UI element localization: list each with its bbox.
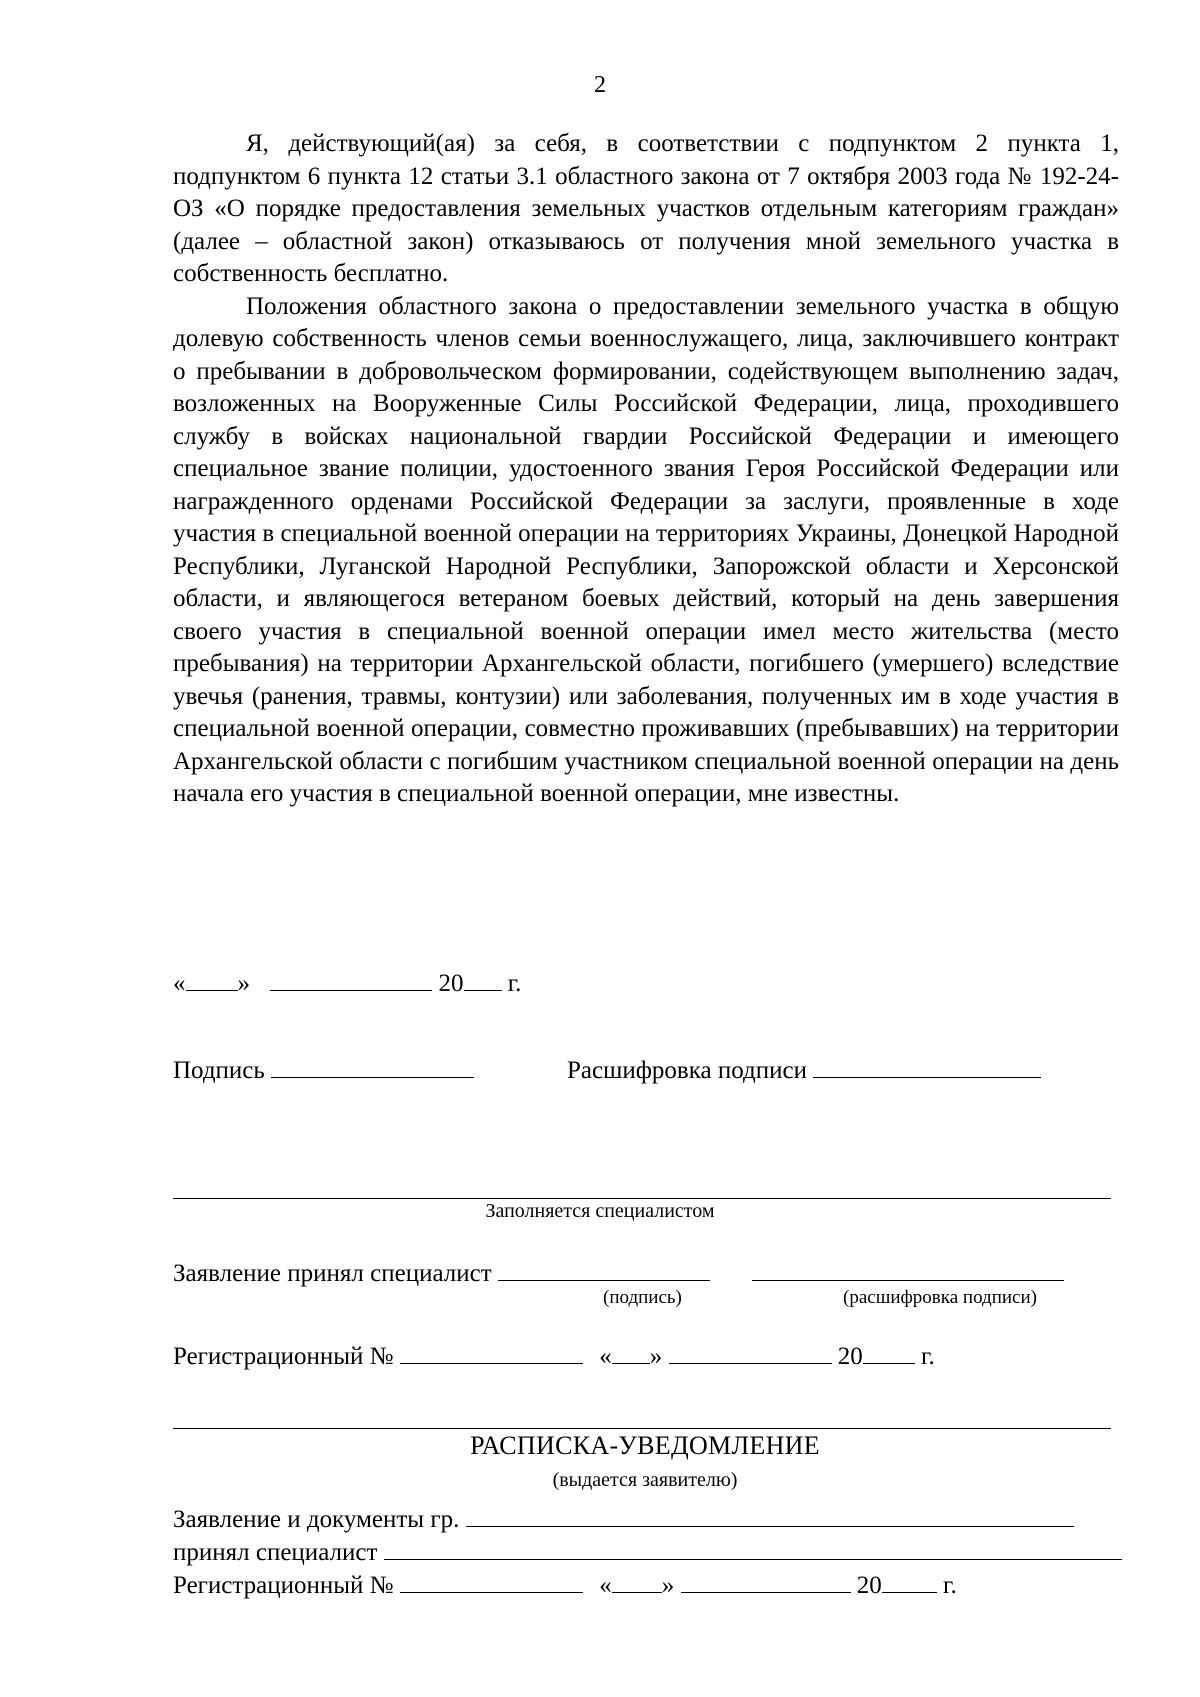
month-field[interactable] xyxy=(270,966,432,991)
year-suffix: г. xyxy=(507,970,522,997)
receipt-year-prefix: 20 xyxy=(856,1572,882,1599)
date-open-quote: « xyxy=(173,970,186,997)
provisions-paragraph: Положения областного закона о предоставлении земельного участка в общую долевую собственность членов семьи военнослужащего, лица, заключившего контракт о пребывании в добровольческом формировании, содействующем выполнению задач, возложенных на Вооруженные Силы Российской Федерации, лица, проходившего службу в войсках национальной гвардии Российской Федерации и имеющего специальное звание полиции, удостоенного звания Героя Российской Федерации или награжденного орденами Российской Федерации за заслуги, проявленные в ходе участия в специальной военной операции на территориях Украины, Донецкой Народной Республики, Луганской Народной Республики, Запорожской области и Херсонской области, и являющегося ветераном боевых действий, который на день завершения своего участия в специальной военной операции имел место жительства (место пребывания) на территории Архангельской области, погибшего (умершего) вследствие увечья (ранения, травмы, контузии) или заболевания, полученных им в ходе участия в специальной военной операции, совместно проживавших (пребывавших) на территории Архангельской области с погибшим участником специальной военной операции на день начала его участия в специальной военной операции, мне известны. xyxy=(173,292,1119,807)
day-field[interactable] xyxy=(186,966,238,991)
year-field[interactable] xyxy=(464,966,502,991)
receipt-applicant-name-field[interactable] xyxy=(466,1502,1074,1527)
signature-field[interactable] xyxy=(271,1053,474,1078)
receipt-divider xyxy=(173,1428,1111,1429)
decoding-caption: (расшифровка подписи) xyxy=(843,1287,1037,1308)
decoding-line xyxy=(567,1053,1041,1086)
receipt-close-quote: » xyxy=(661,1572,675,1599)
specialist-day-field[interactable] xyxy=(612,1339,650,1364)
signature-label: Подпись xyxy=(173,1057,265,1084)
receipt-year-suffix: г. xyxy=(943,1572,957,1599)
receipt-registration-number-field[interactable] xyxy=(400,1568,583,1593)
page-number: 2 xyxy=(594,72,606,98)
decoding-field[interactable] xyxy=(813,1053,1041,1078)
specialist-year-prefix: 20 xyxy=(837,1343,863,1370)
receipt-registration-label: Регистрационный № xyxy=(173,1572,394,1599)
receipt-documents-label: Заявление и документы гр. xyxy=(173,1506,460,1533)
specialist-registration-label: Регистрационный № xyxy=(173,1343,394,1370)
refusal-paragraph: Я, действующий(ая) за себя, в соответствии с подпунктом 2 пункта 1, подпунктом 6 пункта 12 статьи 3.1 областного закона от 7 октября 2003 года № 192-24-ОЗ «О порядке предоставления земельных участков отдельным категориям граждан» (далее – областной закон) отказываюсь от получения мной земельного участка в собственность бесплатно. xyxy=(173,130,1119,287)
date-line xyxy=(173,966,521,999)
receipt-registration-line xyxy=(173,1568,957,1601)
receipt-accepted-label: принял специалист xyxy=(173,1539,378,1566)
receipt-open-quote: « xyxy=(599,1572,612,1599)
specialist-year-field[interactable] xyxy=(863,1339,915,1364)
receipt-month-field[interactable] xyxy=(681,1568,851,1593)
specialist-month-field[interactable] xyxy=(669,1339,832,1364)
signature-caption: (подпись) xyxy=(603,1287,682,1308)
specialist-header: Заполняется специалистом xyxy=(485,1200,715,1222)
specialist-signature-field[interactable] xyxy=(498,1256,710,1281)
signature-line xyxy=(173,1053,474,1086)
body-text xyxy=(173,128,1119,811)
specialist-decoding-field[interactable] xyxy=(752,1256,1064,1281)
specialist-registration-number-field[interactable] xyxy=(400,1339,583,1364)
receipt-subtitle: (выдается заявителю) xyxy=(552,1469,738,1491)
specialist-open-quote: « xyxy=(599,1343,612,1370)
specialist-accepted-label: Заявление принял специалист xyxy=(173,1260,492,1287)
date-close-quote: » xyxy=(237,970,250,997)
specialist-close-quote: » xyxy=(649,1343,663,1370)
receipt-accepted-line xyxy=(173,1535,1122,1568)
decoding-label: Расшифровка подписи xyxy=(567,1057,807,1084)
specialist-divider xyxy=(173,1198,1111,1199)
receipt-year-field[interactable] xyxy=(882,1568,937,1593)
year-prefix: 20 xyxy=(438,970,464,997)
specialist-year-suffix: г. xyxy=(921,1343,935,1370)
receipt-specialist-field[interactable] xyxy=(384,1535,1122,1560)
receipt-title: РАСПИСКА-УВЕДОМЛЕНИЕ xyxy=(470,1431,820,1460)
receipt-documents-line xyxy=(173,1502,1074,1535)
specialist-accepted-line xyxy=(173,1256,1064,1289)
receipt-day-field[interactable] xyxy=(612,1568,662,1593)
specialist-registration-line xyxy=(173,1339,935,1372)
